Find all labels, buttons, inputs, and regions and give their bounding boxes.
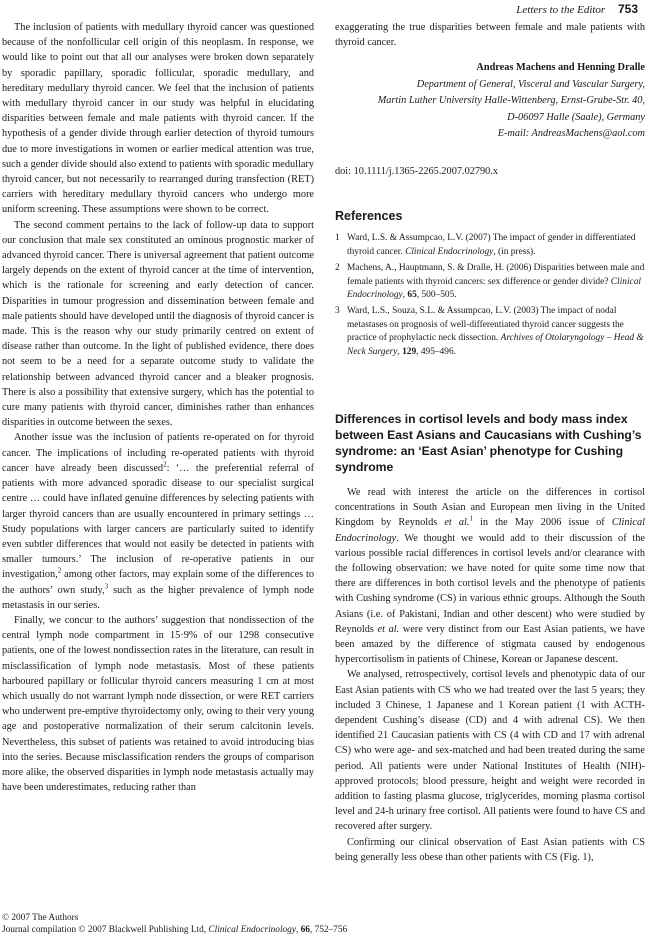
text-segment: ,	[295, 925, 301, 935]
journal-name: Clinical Endocrinology	[208, 925, 296, 935]
reference-a: Machens, A., Hauptmann, S. & Dralle, H. (2006) Disparities between male and female patients with thyroid cancers: sex difference or gender divide?	[347, 263, 645, 287]
paragraph-reoperated	[2, 430, 314, 612]
reference-number: 3	[335, 306, 340, 317]
text-italic: et al.	[444, 517, 470, 529]
journal-name: Clinical Endocrinology	[335, 517, 645, 544]
paragraph-analysis: We analysed, retrospectively, cortisol levels and phenotypic data of our East Asian patients with CS who we had treated over the last 5 years; they included 3 Chinese, 1 Japanese and 1 Korean patient (1 with ACTH-dependent Cushing’s disease (CD) and 4 with adrenal CS). We then identified 21 Caucasian patients with CS (4 with CD and 17 with adrenal CS) who were age- and sex-matched and had been treated during the same period. All patients were under National Institutes of Health (NIH)-approved protocols; blood pressure, height and weight were recorded in addition to fasting plasma glucose, triglycerides, morning plasma cortisol level and 24-h urinary free cortisol. All patients were found to have CS and recovered after surgery.	[335, 669, 645, 833]
text-segment: Another issue was the inclusion of patients re-operated on for thyroid cancer. The implications of including re-operated patients with thyroid cancer have already been discussed	[2, 432, 314, 474]
reference-number: 1	[335, 233, 340, 244]
article-title: Differences in cortisol levels and body mass index between East Asians and Caucasians with Cushing’s syndrome: an ‘East Asian’ phenotype for Cushing syndrome	[335, 411, 642, 474]
reference-c: , 495–496.	[416, 346, 457, 357]
paragraph-medullary: The inclusion of patients with medullary thyroid cancer was questioned because of the nonfollicular cell origin of this neoplasm. In response, we would like to point out that all our analyses were broken down separately by sporadic papillary, sporadic follicular, sporadic medullary, and hereditary medullary thyroid cancer. We feel that the inclusion of patients with medullary thyroid cancer in our study was helpful in elucidating disparities between female and male patients with thyroid cancer. If the hypothesis of a gender divide through earlier detection of thyroid tumours due to more investigations in women or earlier medical attention was true, such a gender divide should also extend to patients with sporadic medullary thyroid cancer, but not necessarily to rearranged during transfection (RET) carriers with hereditary medullary thyroid cancers who undergo more uniform screening. These assumptions were shown to be correct.	[2, 22, 314, 216]
footer-copyright: © 2007 The Authors	[2, 913, 79, 923]
reference-b: ,	[402, 289, 408, 300]
reference-text	[347, 232, 645, 259]
references-heading: References	[335, 209, 403, 224]
paragraph-follow-up: The second comment pertains to the lack of follow-up data to support our conclusion that male sex constituted an ominous prognostic marker of advanced thyroid cancer. There is universal agreement that patient outcome largely depends on the extent of thyroid cancer at the time of intervention, which is the rationale for screening and early detection of cancer. Disparities in tumour progression and dissemination between female and male patients should have developed until the diagnosis of thyroid cancer is made. This is the reason why our study primarily centred on extent of disease rather than outcome. In the light of published evidence, there does not seem to be a need for a separate outcome study to validate the relationship between advanced thyroid cancer and a bleaker prognosis. There is also a possibility that extensive surgery, which has the potential to cure many patients with thyroid cancer, diminishes rather than enhances disparities in outcome between the sexes.	[2, 219, 314, 429]
paragraph-confirming: Confirming our clinical observation of East Asian patients with CS being generally less obese than other patients with CS (Fig. 1),	[335, 836, 645, 863]
reference-a: Ward, L.S., Souza, S.L. & Assumpcao, L.V. (2003) The impact of nodal metastases on prognosis of well-differentiated thyroid cancer suggests the practice of prophylactic neck dissection.	[347, 306, 624, 344]
author-signature	[335, 60, 645, 143]
text-segment: : ‘… the preferential referral of patients with more advanced sporadic disease to our specialist surgical centre … could have inflated genuine differences by selecting patients with larger thyroid cancers than are usually encountered in primary settings … Study populations with larger cancers are particularly suited to identify even subtler differences that would not easily be detected in patients with smaller tumours.’ The inclusion of re-operative patients in our investigation,	[2, 462, 314, 581]
text-segment: , 752–756	[309, 925, 348, 935]
reference-item	[335, 262, 645, 302]
reference-vol: 129	[402, 346, 417, 357]
email-line[interactable]: E-mail: AndreasMachens@aol.com	[497, 128, 645, 140]
reference-item	[335, 232, 645, 259]
text-segment: . We thought we would add to their discussion of the various possible racial differences in cortisol levels and/or clearance with the following observation: we have noted for quite some time now that there are differences in both cortisol levels and the phenotype of patients with Cushing syndrome (CS) in various ethnic groups. Although the South Asians (i.e. of Pakistani, Indian and other descent) who were studied by Reynolds	[335, 532, 645, 635]
running-header	[516, 2, 638, 16]
text-segment: We read with interest the article on the differences in cortisol concentrations in South Asian and European men living in the United Kingdom by Reynolds	[335, 486, 645, 529]
page-number: 753	[617, 2, 638, 16]
reference-journal: Clinical Endocrinology	[347, 276, 642, 300]
reference-a: Ward, L.S. & Assumpcao, L.V. (2007) The impact of gender in differentiated thyroid cancer.	[347, 233, 636, 257]
reference-b: , (in press).	[493, 246, 536, 257]
citation-sup: 2	[57, 566, 62, 575]
affiliation-line: Martin Luther University Halle-Wittenberg, Ernst-Grube-Str. 40,	[377, 95, 645, 107]
volume: 66	[300, 925, 310, 935]
reference-number: 2	[335, 263, 340, 274]
running-header-title: Letters to the Editor	[516, 4, 606, 16]
reference-b: ,	[397, 346, 403, 357]
reference-item	[335, 305, 645, 359]
paragraph-finally: Finally, we concur to the authors’ suggestion that nondissection of the central lymph node compartment in 15·9% of our 1298 consecutive patients, one of the lowest nondissection rates in the literature, can result in misclassification of lymph node metastasis. Most of these patients harboured papillary or follicular thyroid cancers measuring 1 cm at most which usually do not warrant lymph node dissection, or were RET carriers who underwent pre-emptive thyroidectomy only, owing to their very young age and postoperative normalization of their serum calcitonin levels. Nevertheless, this subset of patients was retained to avoid introducing bias into the series. Because misclassification renders the groups of comparison more alike, the observed disparities in lymph node metastasis actually may have been underestimates, reducing rather than	[2, 614, 314, 794]
affiliation-line: Department of General, Visceral and Vascular Surgery,	[416, 78, 645, 90]
citation-sup: 1	[469, 514, 473, 523]
paragraph-continued: exaggerating the true disparities between female and male patients with thyroid cancer.	[335, 22, 645, 49]
text-segment: among other factors, may explain some of the differences to the authors’ own study,	[2, 569, 314, 596]
page-footer	[2, 912, 347, 936]
citation-sup: 2	[163, 460, 167, 469]
reference-journal: Archives of Otolaryngology – Head & Neck Surgery	[347, 333, 644, 357]
text-segment: were very distinct from our East Asian patients, we have been amazed by the difference of stigmata caused by endogenous hypercortisolism in patients of Chinese, Korean or Japanese descent.	[335, 623, 645, 666]
right-column	[335, 20, 645, 865]
author-names: Andreas Machens and Henning Dralle	[476, 62, 645, 74]
reference-c: , 500–505.	[416, 289, 457, 300]
affiliation-line: D-06097 Halle (Saale), Germany	[507, 111, 645, 123]
left-column	[2, 20, 314, 795]
text-segment: Journal compilation © 2007 Blackwell Publishing Ltd,	[2, 925, 209, 935]
reference-text	[347, 262, 645, 302]
reference-list	[335, 232, 645, 359]
text-segment: such as the higher prevalence of lymph node metastasis in our series.	[2, 584, 314, 611]
reference-journal: Clinical Endocrinology	[405, 246, 494, 257]
text-segment: in the May 2006 issue of	[472, 517, 612, 529]
reference-vol: 65	[407, 289, 417, 300]
reference-text	[347, 305, 645, 359]
citation-sup: 3	[104, 582, 109, 591]
text-italic: et al.	[377, 623, 400, 635]
doi[interactable]: doi: 10.1111/j.1365-2265.2007.02790.x	[335, 165, 499, 177]
paragraph-intro	[335, 485, 645, 667]
footer-journal-line	[2, 924, 347, 936]
